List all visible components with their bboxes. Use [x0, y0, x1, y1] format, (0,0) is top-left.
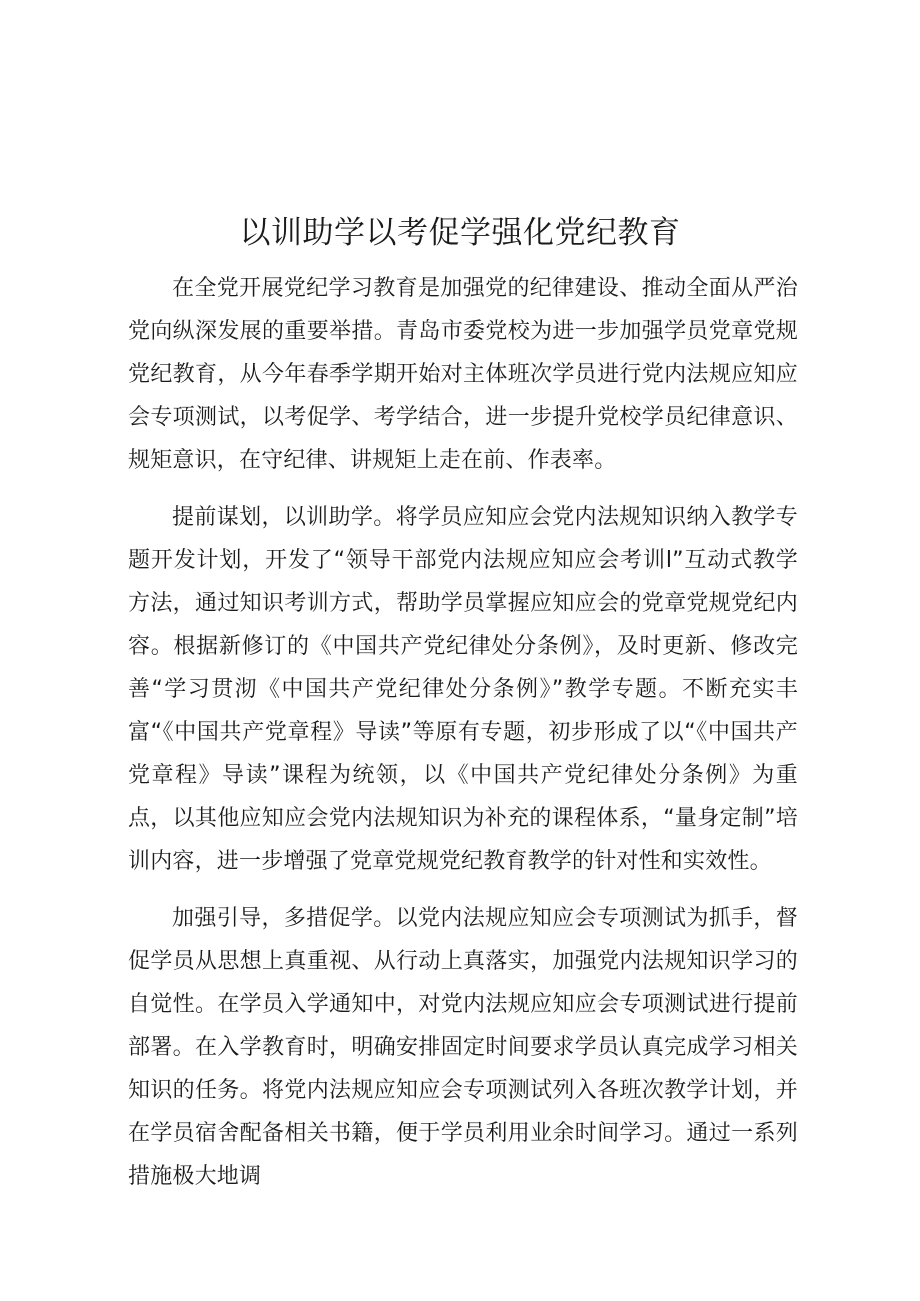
paragraph-intro: 在全党开展党纪学习教育是加强党的纪律建设、推动全面从严治党向纵深发展的重要举措。青岛市委党校为进一步加强学员党章党规党纪教育，从今年春季学期开始对主体班次学员进行党内法规应知应会专项测试，以考促学、考学结合，进一步提升党校学员纪律意识、规矩意识，在守纪律、讲规矩上走在前、作表率。: [128, 276, 798, 473]
paragraph-training: 提前谋划，以训助学。将学员应知应会党内法规知识纳入教学专题开发计划，开发了“领导干部党内法规应知应会考训l”互动式教学方法，通过知识考训方式，帮助学员掌握应知应会的党章党规党纪内容。根据新修订的《中国共产党纪律处分条例》，及时更新、修改完善“学习贯沏《中国共产党纪律处分条例》”教学专题。不断充实丰富“《中国共产党章程》导读”等原有专题，初步形成了以“《中国共产党章程》导读”课程为统领，以《中国共产党纪律处分条例》为重点，以其他应知应会党内法规知识为补充的课程体系，“量身定制”培训内容，进一步增强了党章党规党纪教育教学的针对性和实效性。: [128, 505, 798, 874]
paragraph-guidance: 加强引导，多措促学。以党内法规应知应会专项测试为抓手，督促学员从思想上真重视、从行动上真落实，加强党内法规知识学习的自觉性。在学员入学通知中，对党内法规应知应会专项测试进行提前部署。在入学教育时，明确安排固定时间要求学员认真完成学习相关知识的任务。将党内法规应知应会专项测试列入各班次教学计划，并在学员宿舍配备相关书籍，便于学员利用业余时间学习。通过一系列措施极大地调: [128, 906, 798, 1189]
document-title: 以训助学以考促学强化党纪教育: [239, 215, 681, 251]
document-body: [128, 267, 798, 1198]
